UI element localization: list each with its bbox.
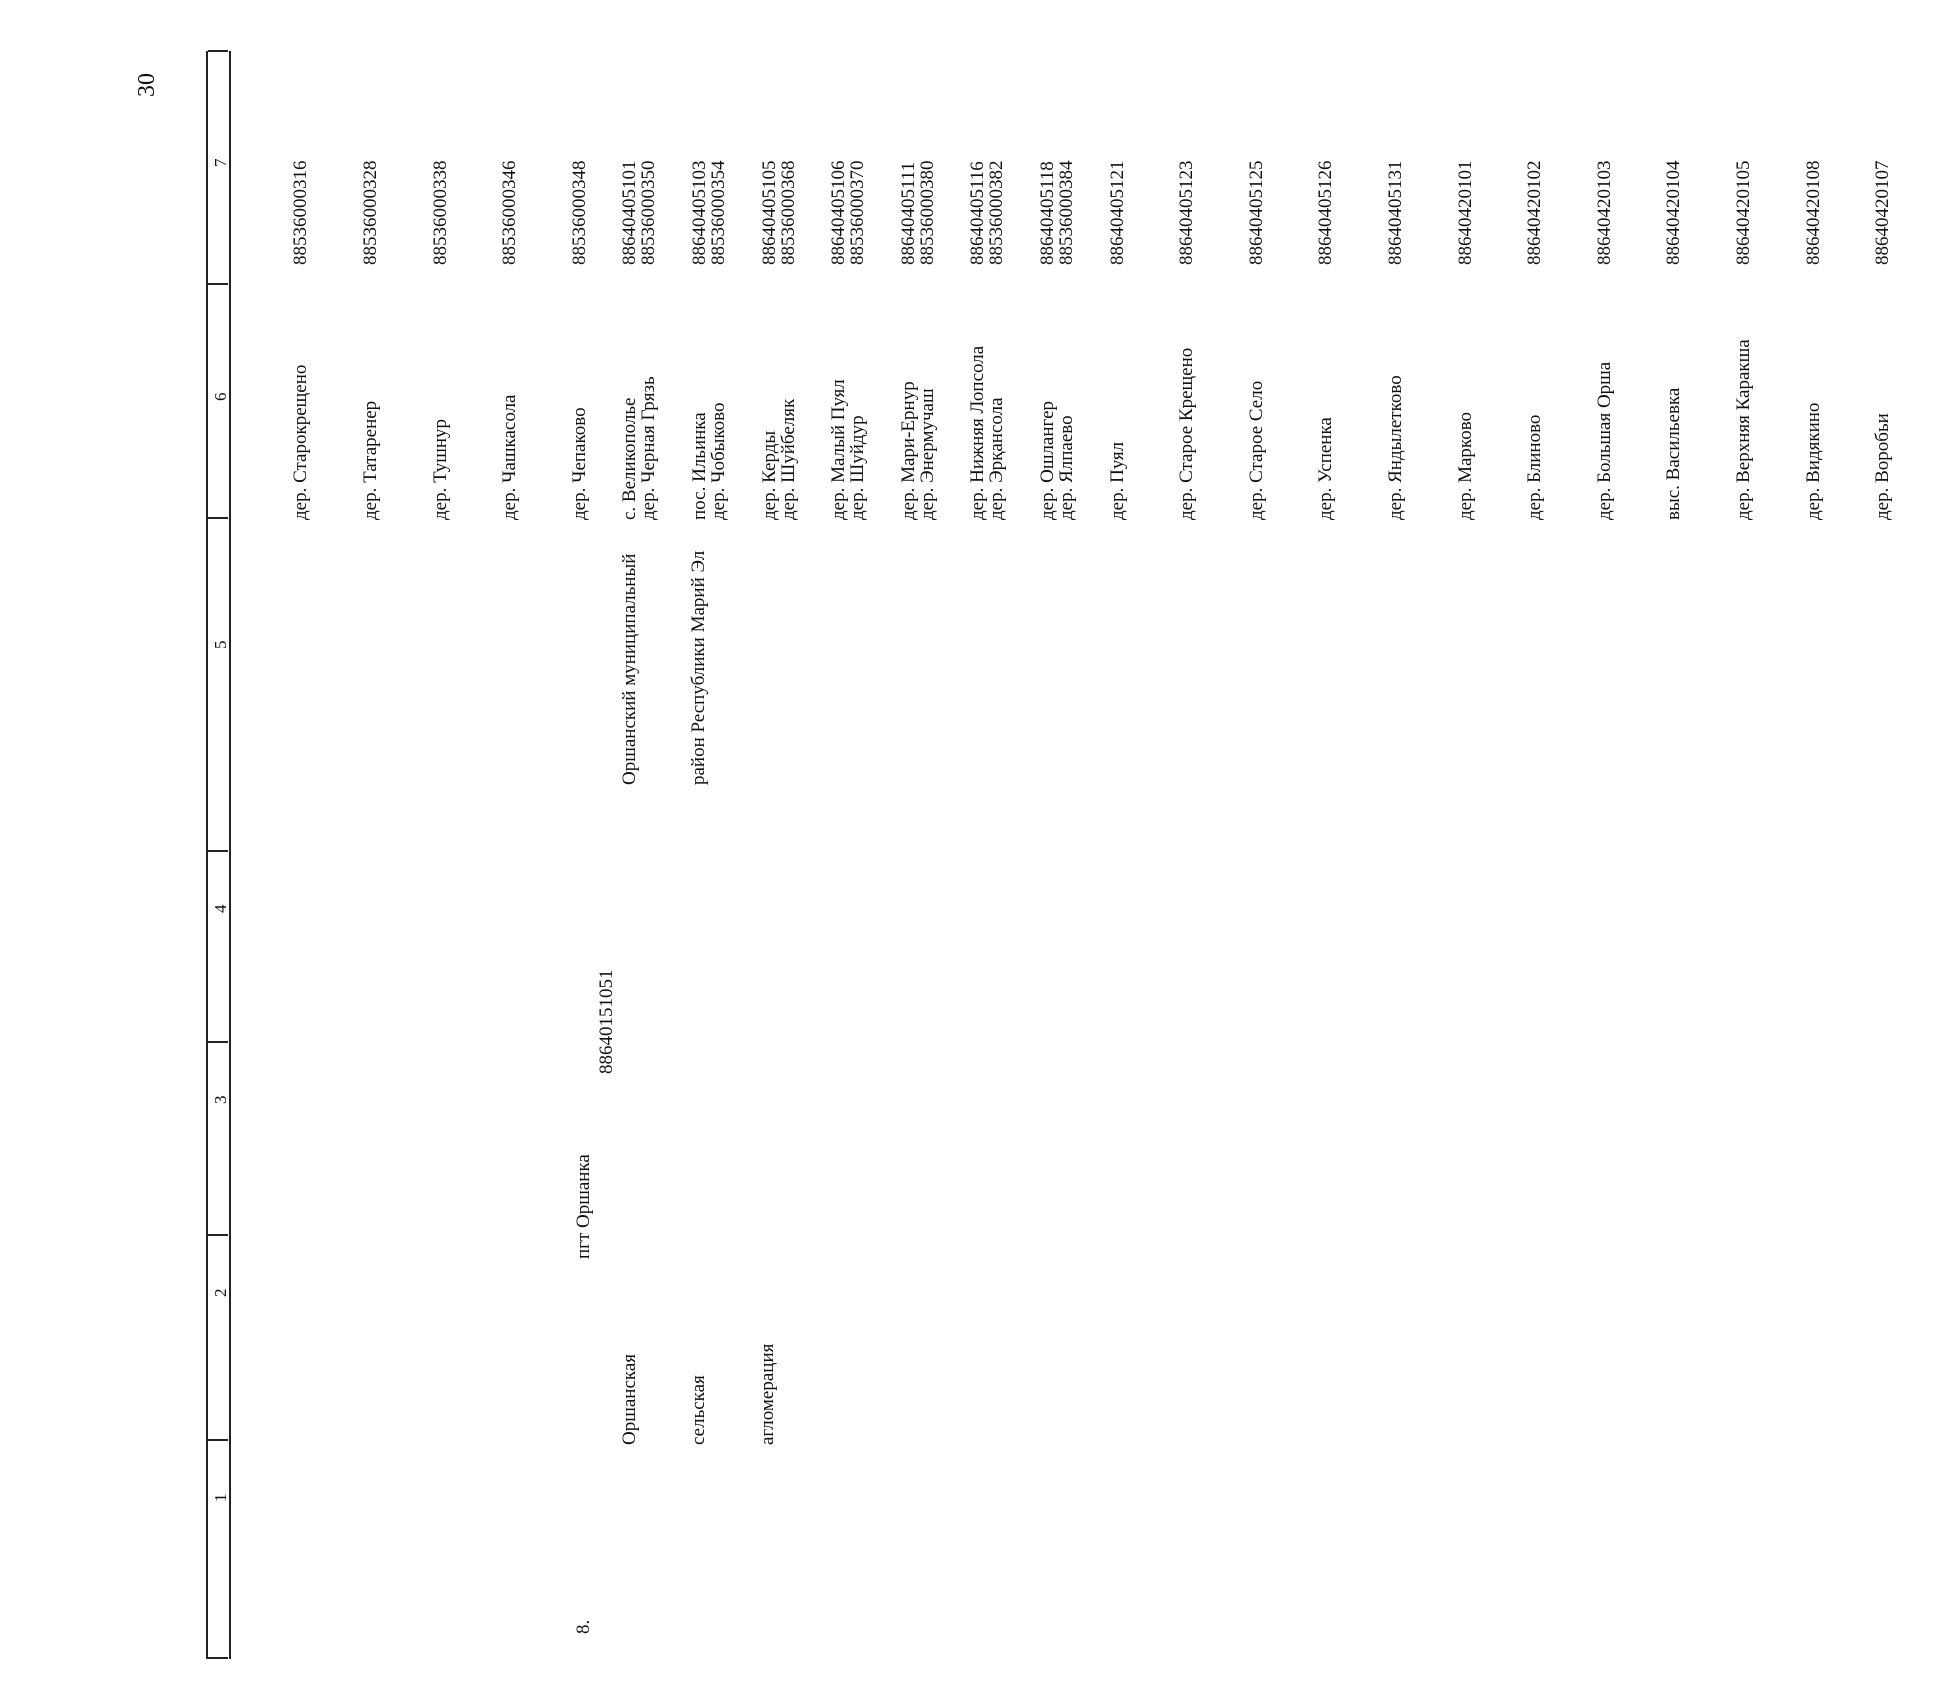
oktmo-code: 88536000370 <box>847 160 869 265</box>
oktmo-code: 88640405125 <box>1245 160 1267 265</box>
oktmo-code: 88536000354 <box>707 160 729 265</box>
settlement-name: с. Великополье <box>619 397 641 520</box>
column-divider <box>208 518 228 520</box>
column-number: 6 <box>211 392 230 401</box>
oktmo-code: 88640420103 <box>1593 160 1615 265</box>
column-number: 4 <box>211 904 230 913</box>
agglomeration-name <box>572 1344 825 1445</box>
column-divider <box>208 1440 228 1442</box>
settlement-name: дер. Старокрещено <box>290 364 312 520</box>
column-divider <box>208 1042 228 1044</box>
oktmo-code: 88640420102 <box>1524 160 1546 265</box>
oktmo-code: 88640405105 <box>758 160 780 265</box>
settlement-name: дер. Малый Пуял <box>828 379 850 520</box>
oktmo-code: 88640420108 <box>1802 160 1824 265</box>
column-number: 1 <box>211 1493 230 1502</box>
settlement-name: дер. Воробьи <box>1872 413 1894 520</box>
settlement-name: выс. Васильевка <box>1663 387 1685 520</box>
column-number: 3 <box>211 1095 230 1104</box>
settlement-name: дер. Энермучаш <box>916 388 938 520</box>
oktmo-code: 88536000338 <box>429 160 451 265</box>
settlement-name: дер. Ошлангер <box>1036 400 1058 520</box>
oktmo-code: 88640405106 <box>828 160 850 265</box>
header-bottom-rule <box>229 51 231 1659</box>
center-oktmo-code: 88640151051 <box>596 969 617 1074</box>
oktmo-code: 88640420107 <box>1872 160 1894 265</box>
column-divider <box>208 51 228 53</box>
oktmo-code: 88640405111 <box>897 161 919 265</box>
oktmo-code: 88640405131 <box>1384 160 1406 265</box>
settlement-name: дер. Шуйдур <box>847 415 869 520</box>
column-number: 5 <box>211 640 230 649</box>
oktmo-code: 88640405101 <box>619 160 641 265</box>
settlement-name: дер. Эрқансола <box>986 397 1008 520</box>
oktmo-code: 88536000350 <box>638 160 660 265</box>
settlement-name: дер. Татаренер <box>360 400 381 520</box>
oktmo-code: 88640405121 <box>1106 160 1128 265</box>
settlement-name: дер. Старое Село <box>1245 380 1267 520</box>
oktmo-code: 88640420105 <box>1732 160 1754 265</box>
settlement-name: дер. Мари-Ернур <box>897 381 919 520</box>
settlement-name: дер. Верхняя Каракша <box>1732 339 1754 520</box>
settlement-name: дер. Шуйбеляк <box>777 398 799 520</box>
oktmo-code: 88640405118 <box>1036 161 1058 265</box>
municipality-name <box>572 551 756 785</box>
oktmo-code: 88640420104 <box>1663 160 1685 265</box>
municipality-name-line: Оршанский муниципальный <box>619 553 640 785</box>
oktmo-code: 88640405123 <box>1176 160 1198 265</box>
center-settlement: пгт Оршанка <box>573 1154 594 1259</box>
oktmo-code: 88536000368 <box>777 160 799 265</box>
settlement-name: дер. Пуял <box>1106 441 1128 520</box>
oktmo-code-list <box>572 161 1941 266</box>
row-number: 8. <box>573 1619 594 1634</box>
settlement-name: дер. Старое Крещено <box>1176 347 1198 520</box>
settlement-name: дер. Тушнур <box>429 418 451 520</box>
settlement-name: дер. Большая Орша <box>1593 361 1615 520</box>
oktmo-code: 88640405126 <box>1315 160 1337 265</box>
settlement-name: дер. Чобыково <box>707 402 729 520</box>
oktmo-code: 88640420101 <box>1454 160 1476 265</box>
settlement-name: дер. Ялпаево <box>1055 415 1077 520</box>
oktmo-code: 88640405116 <box>967 161 989 265</box>
agglomeration-name-line: сельская <box>688 1375 709 1445</box>
agglomeration-name-line: агломерация <box>757 1343 778 1445</box>
settlement-name: дер. Марково <box>1454 411 1476 520</box>
oktmo-code: 88536000384 <box>1055 160 1077 265</box>
column-divider <box>208 1658 228 1660</box>
page-number: 30 <box>134 73 160 97</box>
settlement-name: дер. Блиново <box>1524 414 1546 520</box>
oktmo-code: 88536000316 <box>290 160 312 265</box>
header-top-rule <box>206 51 208 1659</box>
oktmo-code: 88536000346 <box>499 160 521 265</box>
agglomeration-name-line: Оршанская <box>619 1353 640 1445</box>
settlement-name: дер. Чепаково <box>568 407 590 520</box>
oktmo-code: 88536000380 <box>916 160 938 265</box>
settlement-name: дер. Видякино <box>1802 402 1824 520</box>
settlement-name: пос. Ильинка <box>689 412 710 520</box>
column-number: 2 <box>211 1288 230 1297</box>
settlement-name: дер. Чашкасола <box>499 394 521 520</box>
column-divider <box>208 1235 228 1237</box>
column-divider <box>208 851 228 853</box>
oktmo-code: 88536000328 <box>360 160 381 265</box>
settlement-name: дер. Яндылетково <box>1384 375 1406 520</box>
column-divider <box>208 284 228 286</box>
oktmo-code: 88536000348 <box>568 160 590 265</box>
settlement-name: дер. Керды <box>758 430 780 520</box>
settlement-name: дер. Черная Грязь <box>638 376 660 520</box>
column-number: 7 <box>211 158 230 167</box>
settlement-name: дер. Успенка <box>1315 417 1337 520</box>
settlement-name: дер. Нижняя Лопсола <box>967 345 989 520</box>
oktmo-code: 88536000382 <box>986 160 1008 265</box>
oktmo-code: 88640405103 <box>689 160 710 265</box>
settlement-list <box>572 339 1941 520</box>
municipality-name-line: район Республики Марий Эл <box>688 550 709 785</box>
